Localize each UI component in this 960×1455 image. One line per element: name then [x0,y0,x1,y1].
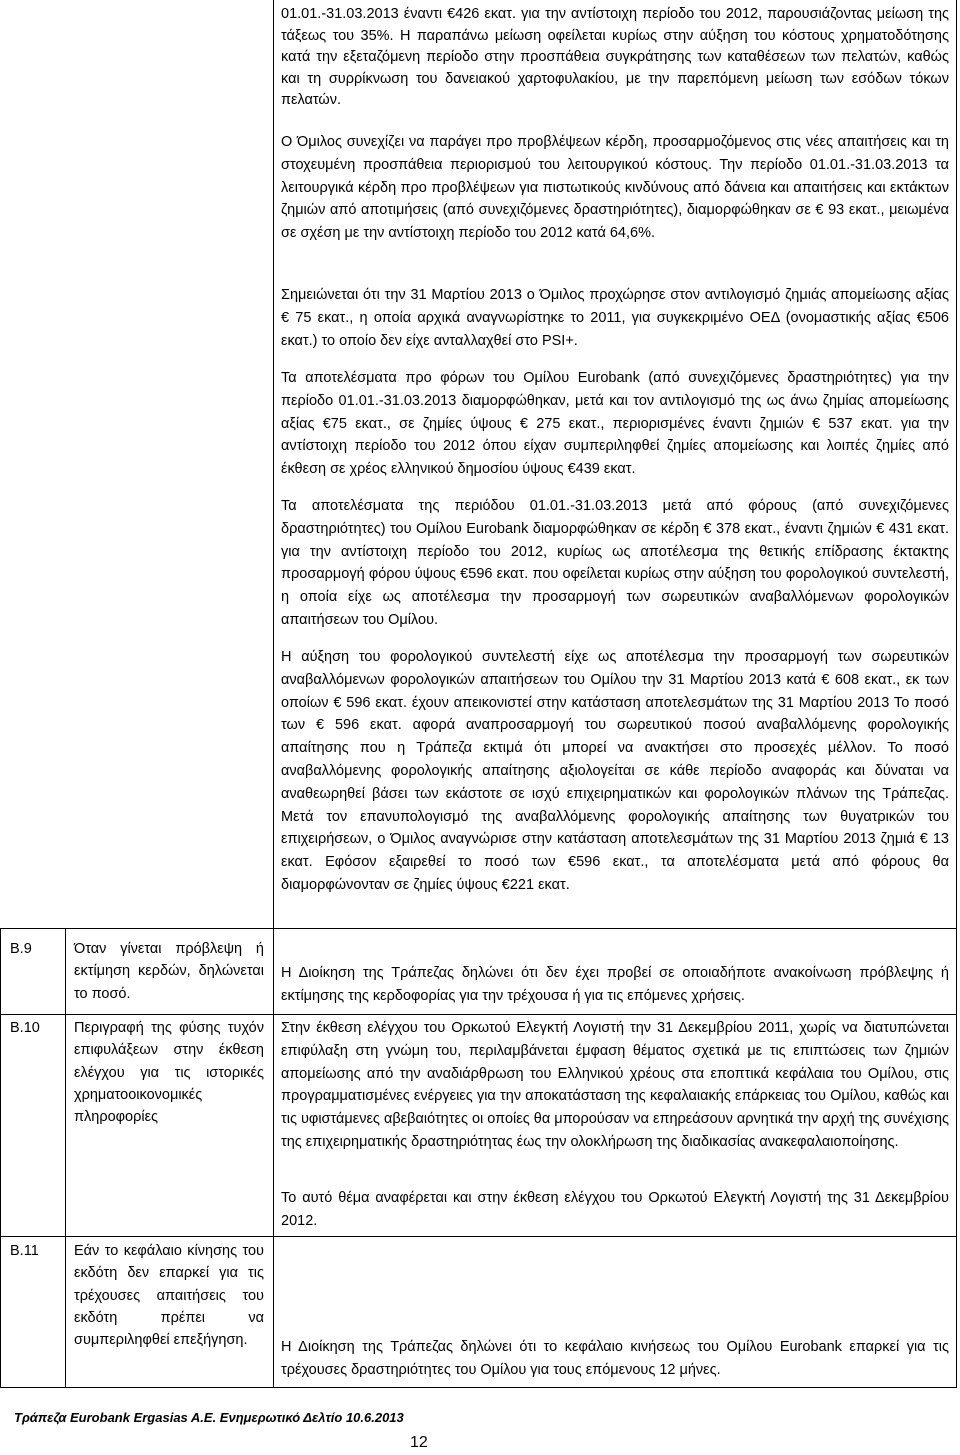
body-paragraph: 01.01.-31.03.2013 έναντι €426 εκατ. για την αντίστοιχη περίοδο του 2012, παρουσιάζοντας μείωση της τάξεως του 35%. Η παραπάνω μείωση οφείλεται κυρίως στην αύξηση του κόστους χρηματοδότησης κατά την εξεταζόμενη περίοδο στην προσπάθεια συγκράτησης των καταθέσεων των πελατών, καθώς και τη συρρίκνωση του δανειακού χαρτοφυλακίου, με την παρεπόμενη μείωση των εσόδων τόκων πελατών. [281,6,949,109]
row-divider [0,1014,957,1015]
column-divider [273,0,274,1388]
footer-title: Τράπεζα Eurobank Ergasias A.E. Ενημερωτικό Δελτίο 10.6.2013 [14,1410,404,1425]
body-paragraph: Τα αποτελέσματα της περιόδου 01.01.-31.03.2013 μετά από φόρους (από συνεχιζόμενες δραστηριότητες) του Ομίλου Eurobank διαμορφώθηκαν σε κέρδη € 378 εκατ., έναντι ζημιών € 431 εκατ. για την αντίστοιχη περίοδο του 2012, κυρίως ως αποτέλεσμα της θετικής επίδρασης έκτακτης προσαρμογή φόρου ύψους €596 εκατ. που οφείλεται κυρίως στην αύξηση του φορολογικού συντελεστή, η οποία είχε ως αποτέλεσμα την προσαρμογή των σωρευτικών αναβαλλόμενων φορολογικών απαιτήσεων του Ομίλου. [281,498,949,628]
section-code: B.9 [10,941,32,957]
section-description: Εάν το κεφάλαιο κίνησης του εκδότη δεν επαρκεί για τις τρέχουσες απαιτήσεις του εκδότη πρέπει να συμπεριληφθεί επεξήγηση. [74,1243,264,1349]
section-code: B.11 [10,1243,39,1259]
section-content: Η Διοίκηση της Τράπεζας δηλώνει ότι δεν έχει προβεί σε οποιαδήποτε ανακοίνωση πρόβλεψης ή εκτίμησης της κερδοφορίας για την τρέχουσα ή για τις επόμενες χρήσεις. [281,965,949,1004]
section-content: Το αυτό θέμα αναφέρεται και στην έκθεση ελέγχου του Ορκωτού Ελεγκτή Λογιστή της 31 Δεκεμβρίου 2012. [281,1190,949,1229]
body-paragraph: Ο Όμιλος συνεχίζει να παράγει προ προβλέψεων κέρδη, προσαρμοζόμενος στις νέες απαιτήσεις και τη στοχευμένη προσπάθεια περιορισμού του λειτουργικού κόστους. Την περίοδο 01.01.-31.03.2013 τα λειτουργικά κέρδη προ προβλέψεων για πιστωτικούς κινδύνους από δάνεια και απαιτήσεις και εκτάκτων ζημιών από αποτιμήσεις (από συνεχιζόμενες δραστηριότητες), διαμορφώθηκαν σε € 93 εκατ., μειωμένα σε σχέση με την αντίστοιχη περίοδο του 2012 κατά 64,6%. [281,134,949,242]
section-description: Περιγραφή της φύσης τυχόν επιφυλάξεων στην έκθεση ελέγχου για τις ιστορικές χρηματοοικονομικές πληροφορίες [74,1020,264,1126]
column-divider [65,928,66,1388]
section-description: Όταν γίνεται πρόβλεψη ή εκτίμηση κερδών, δηλώνεται το ποσό. [74,941,264,1002]
page-number: 12 [410,1434,428,1451]
section-code: B.10 [10,1020,40,1036]
table-left-border [0,928,1,1388]
table-bottom-border [0,1387,957,1388]
section-content: Στην έκθεση ελέγχου του Ορκωτού Ελεγκτή Λογιστή την 31 Δεκεμβρίου 2011, χωρίς να διατυπώνεται επιφύλαξη στη γνώμη του, περιλαμβάνεται έμφαση θέματος σχετικά με τις επιπτώσεις των ζημιών απομείωσης από την αναδιάρθρωση του Ελληνικού χρέους στα εποπτικά κεφάλαια του Ομίλου, στις προγραμματισμένες ενέργειες για την αποκατάσταση της κεφαλαιακής επάρκειας του Ομίλου, καθώς και τις υφιστάμενες αβεβαιότητες οι οποίες θα μπορούσαν να επηρεάσουν αρνητικά την αρχή της συνέχισης της επιχειρηματικής δραστηριότητας έως την ολοκλήρωση της διαδικασίας ανακεφαλαιοποίησης. [281,1020,949,1150]
row-divider [0,928,957,929]
table-right-border [956,0,957,1388]
section-content: Η Διοίκηση της Τράπεζας δηλώνει ότι το κεφάλαιο κινήσεως του Ομίλου Eurobank επαρκεί για τις τρέχουσες δραστηριότητες του Ομίλου για τους επόμενους 12 μήνες. [281,1339,949,1378]
body-paragraph: Σημειώνεται ότι την 31 Μαρτίου 2013 ο Όμιλος προχώρησε στον αντιλογισμό ζημιάς απομείωσης αξίας € 75 εκατ., η οποία αρχικά αναγνωρίστηκε το 2011, για συγκεκριμένο ΟΕΔ (ονομαστικής αξίας €506 εκατ.) το οποίο δεν είχε ανταλλαχθεί στο PSI+. [281,287,949,349]
body-paragraph: Τα αποτελέσματα προ φόρων του Ομίλου Eurobank (από συνεχιζόμενες δραστηριότητες) για την περίοδο 01.01.-31.03.2013 διαμορφώθηκαν, μετά και τον αντιλογισμό της ως άνω ζημίας απομείωσης αξίας €75 εκατ., σε ζημίες ύψους € 275 εκατ., περιορισμένες έναντι ζημιών € 537 εκατ. για την αντίστοιχη περίοδο του 2012 όπου είχαν συμπεριληφθεί ζημίες απομείωσης και λοιπές ζημίες από έκθεση σε χρέος ελληνικού δημοσίου ύψους €439 εκατ. [281,370,949,478]
body-paragraph: Η αύξηση του φορολογικού συντελεστή είχε ως αποτέλεσμα την προσαρμογή των σωρευτικών αναβαλλόμενων φορολογικών απαιτήσεων του Ομίλου την 31 Μαρτίου 2013 κατά € 608 εκατ., εκ των οποίων € 596 εκατ. έχουν απεικονιστεί στην κατάσταση αποτελεσμάτων της 31 Μαρτίου 2013 Το ποσό των € 596 εκατ. αφορά αναπροσαρμογή του σωρευτικού ποσού αναβαλλόμενης φορολογικής απαίτησης που η Τράπεζα εκτιμά ότι μπορεί να ανακτήσει στο προσεχές μέλλον. Το ποσό αναβαλλόμενης φορολογικής απαίτησης αξιολογείται σε κάθε περίοδο αναφοράς και δύναται να αναθεωρηθεί βάσει των εκάστοτε σε ισχύ επιχειρηματικών και φορολογικών πλάνων της Τράπεζας. Μετά τον επανυπολογισμό της αναβαλλόμενης φορολογικής απαίτησης των θυγατρικών του επιχειρήσεων, ο Όμιλος αναγνώρισε στην κατάσταση αποτελεσμάτων της 31 Μαρτίου 2013 ζημιά € 13 εκατ. Εφόσον εξαιρεθεί το ποσό των €596 εκατ., τα αποτελέσματα μετά από φόρους θα διαμορφώνονταν σε ζημίες ύψους €221 εκατ. [281,649,949,893]
row-divider [0,1236,957,1237]
